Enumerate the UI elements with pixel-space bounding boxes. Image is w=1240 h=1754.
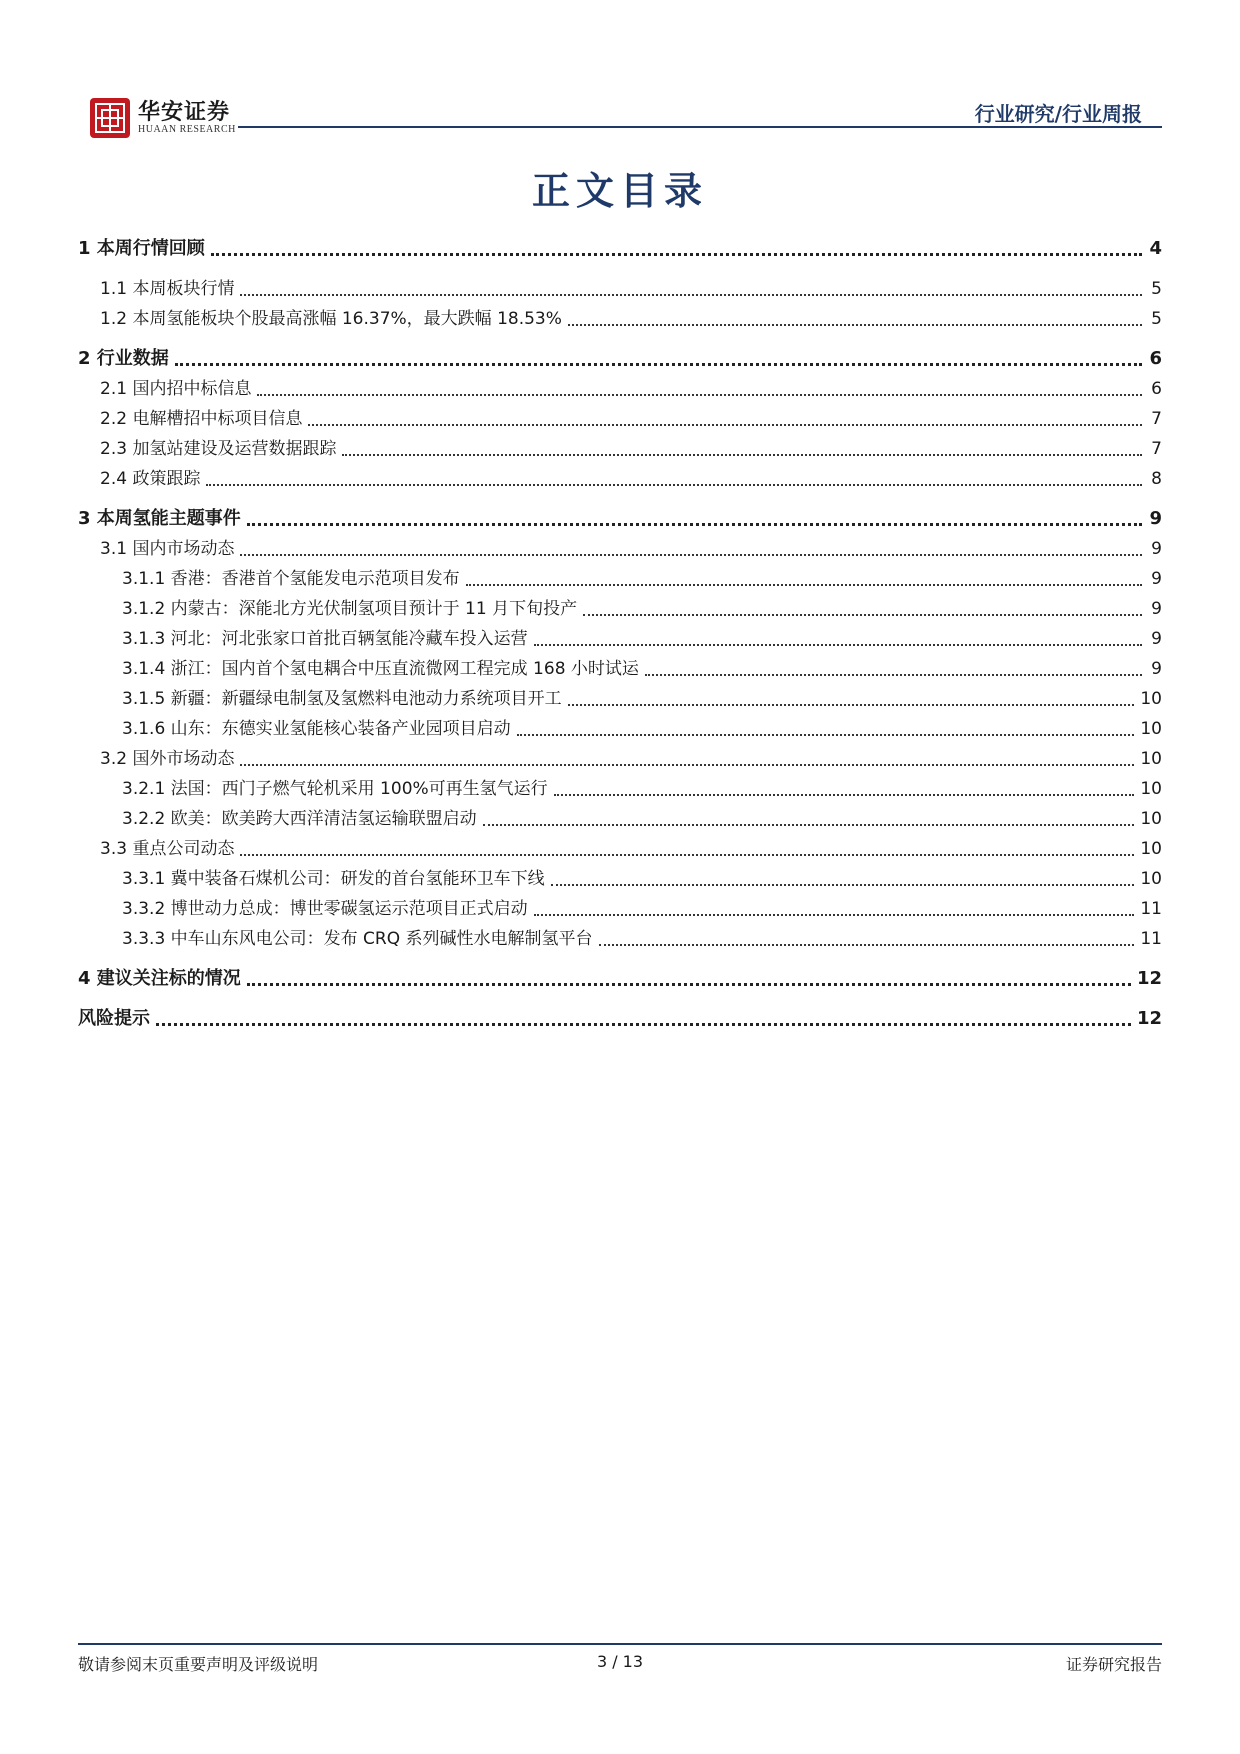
toc-leader-dots bbox=[247, 983, 1131, 986]
footer-divider bbox=[78, 1643, 1162, 1645]
toc-entry-label: 3.3.1 冀中装备石煤机公司：研发的首台氢能环卫车下线 bbox=[122, 869, 545, 889]
toc-entry[interactable] bbox=[78, 800, 1162, 830]
toc-entry-page: 9 bbox=[1149, 508, 1162, 529]
toc-leader-dots bbox=[483, 824, 1135, 826]
toc-entry-page: 11 bbox=[1140, 929, 1162, 949]
logo-chinese-name: 华安证券 bbox=[138, 99, 231, 125]
toc-leader-dots bbox=[342, 454, 1142, 456]
toc-leader-dots bbox=[554, 794, 1135, 796]
toc-leader-dots bbox=[206, 484, 1142, 486]
toc-entry-label: 2.2 电解槽招中标项目信息 bbox=[100, 409, 303, 429]
toc-entry[interactable] bbox=[78, 270, 1162, 300]
toc-entry[interactable] bbox=[78, 560, 1162, 590]
toc-entry-label: 3.1 国内市场动态 bbox=[100, 539, 235, 559]
toc-entry-label: 3.3.2 博世动力总成：博世零碳氢运示范项目正式启动 bbox=[122, 899, 528, 919]
toc-leader-dots bbox=[517, 734, 1135, 736]
toc-entry[interactable] bbox=[78, 500, 1162, 530]
toc-entry-page: 6 bbox=[1149, 348, 1162, 369]
toc-leader-dots bbox=[240, 554, 1142, 556]
toc-leader-dots bbox=[534, 914, 1135, 916]
toc-leader-dots bbox=[175, 363, 1142, 366]
toc-entry[interactable] bbox=[78, 430, 1162, 460]
toc-entry[interactable] bbox=[78, 460, 1162, 490]
toc-entry-page: 4 bbox=[1149, 238, 1162, 259]
toc-entry-label: 3.2.1 法国：西门子燃气轮机采用 100%可再生氢气运行 bbox=[122, 779, 548, 799]
toc-entry-page: 10 bbox=[1140, 719, 1162, 739]
toc-entry[interactable] bbox=[78, 770, 1162, 800]
toc-entry-page: 9 bbox=[1151, 539, 1162, 559]
toc-entry-page: 5 bbox=[1151, 279, 1162, 299]
toc-entry-label: 2 行业数据 bbox=[78, 348, 169, 369]
toc-entry-label: 3.1.4 浙江：国内首个氢电耦合中压直流微网工程完成 168 小时试运 bbox=[122, 659, 639, 679]
company-logo bbox=[90, 98, 236, 138]
toc-entry-label: 3.1.5 新疆：新疆绿电制氢及氢燃料电池动力系统项目开工 bbox=[122, 689, 562, 709]
toc-entry-label: 3.2.2 欧美：欧美跨大西洋清洁氢运输联盟启动 bbox=[122, 809, 477, 829]
toc-entry-label: 3.2 国外市场动态 bbox=[100, 749, 235, 769]
toc-entry[interactable] bbox=[78, 400, 1162, 430]
toc-leader-dots bbox=[247, 523, 1142, 526]
toc-leader-dots bbox=[240, 764, 1134, 766]
page-header bbox=[78, 92, 1162, 152]
toc-leader-dots bbox=[568, 324, 1142, 326]
toc-entry[interactable] bbox=[78, 860, 1162, 890]
toc-entry-page: 9 bbox=[1151, 599, 1162, 619]
toc-leader-dots bbox=[240, 294, 1142, 296]
toc-entry-page: 7 bbox=[1151, 409, 1162, 429]
toc-entry-page: 6 bbox=[1151, 379, 1162, 399]
toc-entry-page: 10 bbox=[1140, 689, 1162, 709]
toc-title: 正文目录 bbox=[531, 168, 708, 213]
toc-entry-label: 3 本周氢能主题事件 bbox=[78, 508, 241, 529]
toc-leader-dots bbox=[211, 253, 1142, 256]
toc-entry-label: 3.1.2 内蒙古：深能北方光伏制氢项目预计于 11 月下旬投产 bbox=[122, 599, 578, 619]
toc-entry[interactable] bbox=[78, 830, 1162, 860]
toc-leader-dots bbox=[551, 884, 1135, 886]
toc-leader-dots bbox=[257, 394, 1142, 396]
seal-icon bbox=[90, 98, 130, 138]
toc-entry[interactable] bbox=[78, 620, 1162, 650]
toc-entry[interactable] bbox=[78, 680, 1162, 710]
header-divider bbox=[238, 126, 1162, 128]
toc-entry[interactable] bbox=[78, 710, 1162, 740]
toc-leader-dots bbox=[240, 854, 1134, 856]
toc-entry-page: 9 bbox=[1151, 629, 1162, 649]
toc-entry-label: 3.1.3 河北：河北张家口首批百辆氢能冷藏车投入运营 bbox=[122, 629, 528, 649]
toc-entry-label: 风险提示 bbox=[78, 1008, 150, 1029]
toc-leader-dots bbox=[156, 1023, 1131, 1026]
toc-entry-label: 3.1.6 山东：东德实业氢能核心装备产业园项目启动 bbox=[122, 719, 511, 739]
toc-entry[interactable] bbox=[78, 920, 1162, 950]
toc-entry-page: 10 bbox=[1140, 809, 1162, 829]
toc-entry[interactable] bbox=[78, 300, 1162, 330]
toc-entry-page: 8 bbox=[1151, 469, 1162, 489]
toc-entry-page: 7 bbox=[1151, 439, 1162, 459]
toc-entry[interactable] bbox=[78, 890, 1162, 920]
toc-leader-dots bbox=[466, 584, 1142, 586]
toc-entry-page: 10 bbox=[1140, 749, 1162, 769]
toc-entry-label: 4 建议关注标的情况 bbox=[78, 968, 241, 989]
toc-entry-label: 2.3 加氢站建设及运营数据跟踪 bbox=[100, 439, 337, 459]
page-footer bbox=[78, 1652, 1162, 1676]
toc-entry-label: 3.3 重点公司动态 bbox=[100, 839, 235, 859]
toc-entry-page: 9 bbox=[1151, 659, 1162, 679]
toc-entry[interactable] bbox=[78, 530, 1162, 560]
toc-entry[interactable] bbox=[78, 1000, 1162, 1030]
toc-entry[interactable] bbox=[78, 960, 1162, 990]
toc-entry[interactable] bbox=[78, 650, 1162, 680]
footer-disclaimer: 敬请参阅末页重要声明及评级说明 bbox=[78, 1655, 319, 1674]
toc-leader-dots bbox=[308, 424, 1142, 426]
toc-entry-page: 10 bbox=[1140, 839, 1162, 859]
toc-leader-dots bbox=[583, 614, 1142, 616]
page-indicator: 3 / 13 bbox=[596, 1652, 644, 1671]
toc-leader-dots bbox=[645, 674, 1142, 676]
toc-entry-page: 12 bbox=[1136, 1008, 1162, 1029]
toc-leader-dots bbox=[568, 704, 1135, 706]
toc-entry[interactable] bbox=[78, 590, 1162, 620]
toc-leader-dots bbox=[534, 644, 1142, 646]
toc-entry-label: 3.1.1 香港：香港首个氢能发电示范项目发布 bbox=[122, 569, 460, 589]
toc-entry[interactable] bbox=[78, 230, 1162, 260]
toc-entry-label: 1 本周行情回顾 bbox=[78, 238, 205, 259]
toc-entry-label: 1.2 本周氢能板块个股最高涨幅 16.37%，最大跌幅 18.53% bbox=[100, 309, 562, 329]
toc-entry-page: 11 bbox=[1140, 899, 1162, 919]
toc-entry-label: 3.3.3 中车山东风电公司：发布 CRQ 系列碱性水电解制氢平台 bbox=[122, 929, 593, 949]
toc-entry-page: 9 bbox=[1151, 569, 1162, 589]
toc-leader-dots bbox=[599, 944, 1135, 946]
footer-report-type: 证券研究报告 bbox=[1065, 1655, 1162, 1674]
logo-english-name: HUAAN RESEARCH bbox=[138, 124, 236, 135]
toc-entry-page: 5 bbox=[1151, 309, 1162, 329]
toc-entry[interactable] bbox=[78, 370, 1162, 400]
toc-entry-label: 1.1 本周板块行情 bbox=[100, 279, 235, 299]
toc-entry-page: 12 bbox=[1136, 968, 1162, 989]
toc-entry[interactable] bbox=[78, 340, 1162, 370]
toc-entry[interactable] bbox=[78, 740, 1162, 770]
report-category: 行业研究/行业周报 bbox=[974, 102, 1142, 126]
toc-entry-label: 2.1 国内招中标信息 bbox=[100, 379, 252, 399]
toc-entry-page: 10 bbox=[1140, 779, 1162, 799]
toc-entry-label: 2.4 政策跟踪 bbox=[100, 469, 201, 489]
toc-entry-page: 10 bbox=[1140, 869, 1162, 889]
